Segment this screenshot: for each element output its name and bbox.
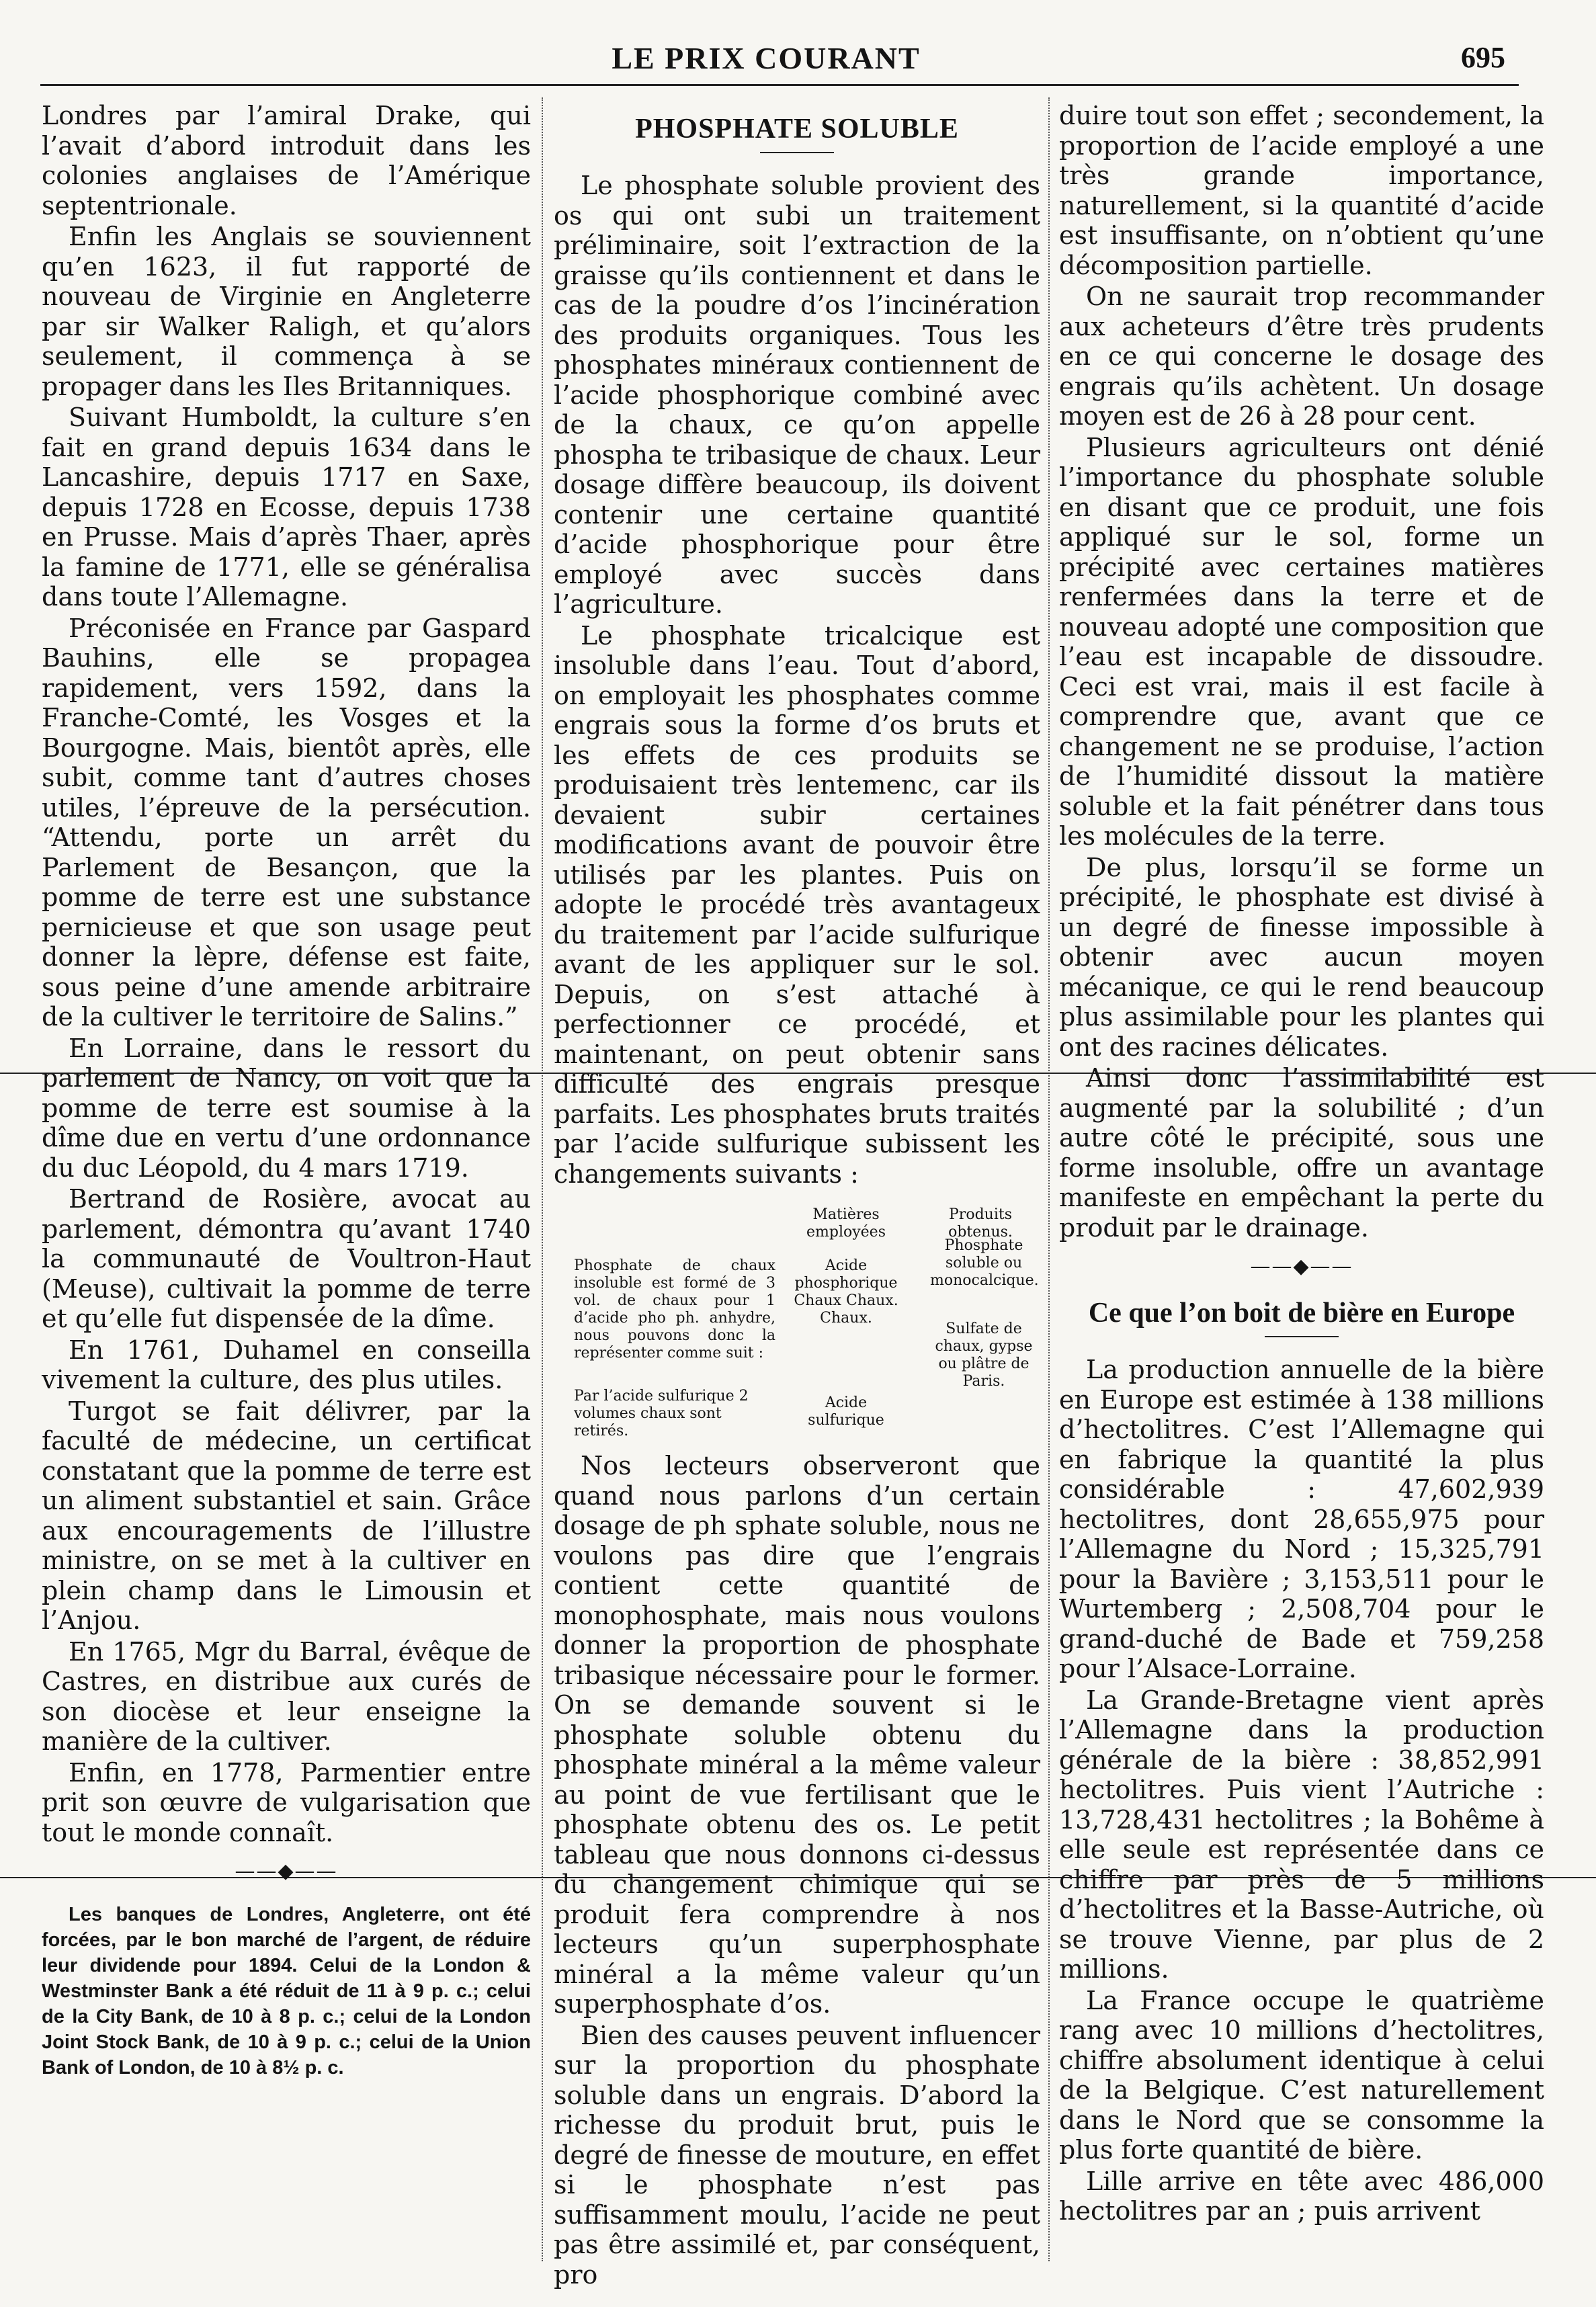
paragraph: Enfin, en 1778, Parmentier entre prit son œuvre de vulgarisation que tout le monde connaît.	[42, 1757, 531, 1847]
section-title: PHOSPHATE SOLUBLE	[635, 114, 959, 144]
paragraph: Plusieurs agriculteurs ont dénié l’importance du phosphate soluble en disant que ce produit, une fois appliqué sur le sol, forme un précipité avec certaines matières renfermées dans la terre et de nouveau adopté une composition que l’eau est incapable de dissoudre. Ceci est vrai, mais il est facile à comprendre que, avant que ce changement ne se produise, l’action de l’humidité dissout la matière soluble et la fait pénétrer dans tous les molécules de la terre.	[1059, 432, 1544, 851]
journal-title: LE PRIX COURANT	[612, 41, 921, 75]
paragraph: La Grande-Bretagne vient après l’Allemagne dans la production générale de la bière : 38,852,991 hectolitres. Puis vient l’Autriche : 13,728,431 hectolitres ; la Bohême à elle seule est représentée dans ce chiffre par près de 5 millions d’hectolitres et la Basse-Autriche, où se trouve Vienne, par plus de 2 millions.	[1059, 1685, 1544, 1984]
paragraph: De plus, lorsqu’il se forme un précipité, le phosphate est divisé à un degré de finesse impossible à obtenir avec aucun moyen mécanique, ce qui le rend beaucoup plus assimilable pour les plantes qui ont des racines délicates.	[1059, 852, 1544, 1062]
paragraph: Bien des causes peuvent influencer sur la proportion du phosphate soluble dans un engrais. D’abord la richesse du produit brut, puis le degré de finesse de mouture, en effet si le phosphate n’est pas suffisamment moulu, l’acide ne peut pas être assimilé et, par conséquent, pro	[554, 2020, 1040, 2290]
page-number: 695	[1461, 41, 1505, 74]
paragraph: La France occupe le quatrième rang avec 10 millions d’hectolitres, chiffre absolument identique à celui de la Belgique. C’est naturellement dans le Nord que se consomme la plus forte quantité de bière.	[1059, 1985, 1544, 2165]
table-reactant-description: Phosphate de chaux insoluble est formé de 3 vol. de chaux pour 1 d’acide pho ph. anhydre, nous pouvons donc la représenter comme suit :	[574, 1257, 775, 1361]
chemical-change-table	[554, 1193, 1040, 1441]
paragraph: Nos lecteurs observeront que quand nous parlons d’un certain dosage de ph sphate soluble, nous ne voulons pas dire que l’engrais contient cette quantité de monophosphate, mais nous voulons donner la proportion de phosphate tribasique nécessaire pour le former. On se demande souvent si le phosphate soluble obtenu du phosphate minéral a la même valeur au point de vue fertilisant que le phosphate obtenu des os. Le petit tableau que nous donnons ci-dessus du changement chimique qui se produit fera comprendre à nos lecteurs qu’un superphosphate minéral a la même valeur qu’un superphosphate d’os.	[554, 1451, 1040, 2019]
paragraph: Ainsi donc l’assimilabilité est augmenté par la solubilité ; d’un autre côté le précipité, sous une forme insoluble, offre un avantage manifeste en empêchant la perte du produit par le drainage.	[1059, 1063, 1544, 1243]
column-divider-right	[1048, 97, 1050, 2261]
news-note: Les banques de Londres, Angleterre, ont été forcées, par le bon marché de l’argent, de réduire leur dividende pour 1894. Celui de la London & Westminster Bank a été réduit de 11 à 9 p. c.; celui de la City Bank, de 10 à 8 p. c.; celui de la London Joint Stock Bank, de 10 à 9 p. c.; celui de la Union Bank of London, de 10 à 8½ p. c.	[42, 1904, 531, 2079]
paragraph: Lille arrive en tête avec 486,000 hectolitres par an ; puis arrivent	[1059, 2166, 1544, 2226]
column-3	[1059, 101, 1544, 2228]
table-header-used: Matières employées	[806, 1206, 886, 1241]
title-rule	[1265, 1336, 1339, 1337]
column-2	[554, 101, 1040, 2291]
paragraph: Suivant Humboldt, la culture s’en fait en grand depuis 1634 dans le Lancashire, depuis 1717 en Saxe, depuis 1728 en Ecosse, depuis 1738 en Prusse. Mais d’après Thaer, après la famine de 1771, elle se généralisa dans toute l’Allemagne.	[42, 403, 531, 612]
paragraph: En 1761, Duhamel en conseilla vivement la culture, des plus utiles.	[42, 1335, 531, 1394]
table-product-1: Phosphate soluble ou monocalcique.	[930, 1237, 1039, 1289]
paragraph: Préconisée en France par Gaspard Bauhins, elle se propagea rapidement, vers 1592, dans la Franche-Comté, les Vosges et la Bourgogne. Mais, bientôt après, elle subit, comme tant d’autres choses utiles, l’épreuve de la persécution. “Attendu, porte un arrêt du Parlement de Besançon, que la pomme de terre est une substance pernicieuse et que son usage peut donner la lèpre, défense est faite, sous peine d’une amende arbitraire de la cultiver le territoire de Salins.”	[42, 613, 531, 1032]
paragraph: Enfin les Anglais se souviennent qu’en 1623, il fut rapporté de nouveau de Virginie en Angleterre par sir Walker Raligh, et qu’alors seulement, il commença à se propager dans les Iles Britanniques.	[42, 222, 531, 401]
paragraph: Bertrand de Rosière, avocat au parlement, démontra qu’avant 1740 la communauté de Voultron-Haut (Meuse), cultivait la pomme de terre et qu’elle fut dispensée de la dîme.	[42, 1184, 531, 1333]
paragraph: La production annuelle de la bière en Europe est estimée à 138 millions d’hectolitres. C’est l’Allemagne qui en fabrique la quantité la plus considérable : 47,602,939 hectolitres, dont 28,655,975 pour l’Allemagne du Nord ; 15,325,791 pour la Bavière ; 3,153,511 pour le Wurtemberg ; 2,508,704 pour le grand-duché de Bade et 759,258 pour l’Alsace-Lorraine.	[1059, 1355, 1544, 1683]
paragraph: duire tout son effet ; secondement, la proportion de l’acide employé a une très grande importance, naturellement, si la quantité d’acide est insuffisante, on n’obtient qu’une décomposition partielle.	[1059, 101, 1544, 280]
paragraph: Le phosphate tricalcique est insoluble dans l’eau. Tout d’abord, on employait les phosphates comme engrais sous la forme d’os bruts et les effets de ces produits se produisaient très lentemenc, car ils devaient subir certaines modifications avant de pouvoir être utilisés par les plantes. Puis on adopte le procédé très avantageux du traitement par l’acide sulfurique avant de les appliquer sur le sol. Depuis, on s’est attaché à perfectionner ce procédé, et maintenant, on peut obtenir sans difficulté des engrais presque parfaits. Les phosphates bruts traités par l’acide sulfurique subissent les changements suivants :	[554, 620, 1040, 1189]
table-header-obtained: Produits obtenus.	[948, 1206, 1013, 1241]
table-reactant-acid: Acide phosphorique Chaux Chaux. Chaux.	[794, 1257, 898, 1327]
paragraph: Londres par l’amiral Drake, qui l’avait d’abord introduit dans les colonies anglaises de l’Amérique septentrionale.	[42, 101, 531, 220]
column-divider-left	[542, 97, 543, 2261]
page-header	[27, 35, 1505, 75]
paragraph: Le phosphate soluble provient des os qui ont subi un traitement préliminaire, soit l’extraction de la graisse qu’ils contiennent et dans le cas de la poudre d’os l’incinération des produits organiques. Tous les phosphates minéraux contiennent de l’acide phosphorique combiné avec de la chaux, ce qu’on appelle phospha te tribasique de chaux. Leur dosage diffère beaucoup, ils doivent contenir une certaine quantité d’acide phosphorique pour être employé avec succès dans l’agriculture.	[554, 171, 1040, 619]
column-1	[42, 101, 531, 2100]
section-title: Ce que l’on boit de bière en Europe	[1088, 1298, 1515, 1329]
title-rule	[760, 152, 834, 153]
paragraph: En Lorraine, dans le ressort du parlement de Nancy, on voit que la pomme de terre est soumise à la dîme due en vertu d’une ordonnance du duc Léopold, du 4 mars 1719.	[42, 1033, 531, 1183]
section-separator-ornament: ——◆——	[235, 1859, 338, 1883]
paragraph: En 1765, Mgr du Barral, évêque de Castres, en distribue aux curés de son diocèse et leur enseigne la manière de la cultiver.	[42, 1636, 531, 1756]
table-sulfuric-note: Par l’acide sulfurique 2 volumes chaux sont retirés.	[574, 1388, 749, 1439]
table-reactant-sulfuric: Acide sulfurique	[808, 1394, 884, 1429]
section-separator-ornament: ——◆——	[1250, 1255, 1353, 1278]
paragraph: Turgot se fait délivrer, par la faculté de médecine, un certificat constatant que la pomme de terre est un aliment substantiel et sain. Grâce aux encouragements de l’illustre ministre, on se met à la cultiver en plein champ dans le Limousin et l’Anjou.	[42, 1396, 531, 1635]
paragraph: On ne saurait trop recommander aux acheteurs d’être très prudents en ce qui concerne le dosage des engrais qu’ils achètent. Un dosage moyen est de 26 à 28 pour cent.	[1059, 282, 1544, 431]
table-product-2: Sulfate de chaux, gypse ou plâtre de Paris.	[935, 1320, 1033, 1390]
header-rule	[40, 84, 1519, 86]
